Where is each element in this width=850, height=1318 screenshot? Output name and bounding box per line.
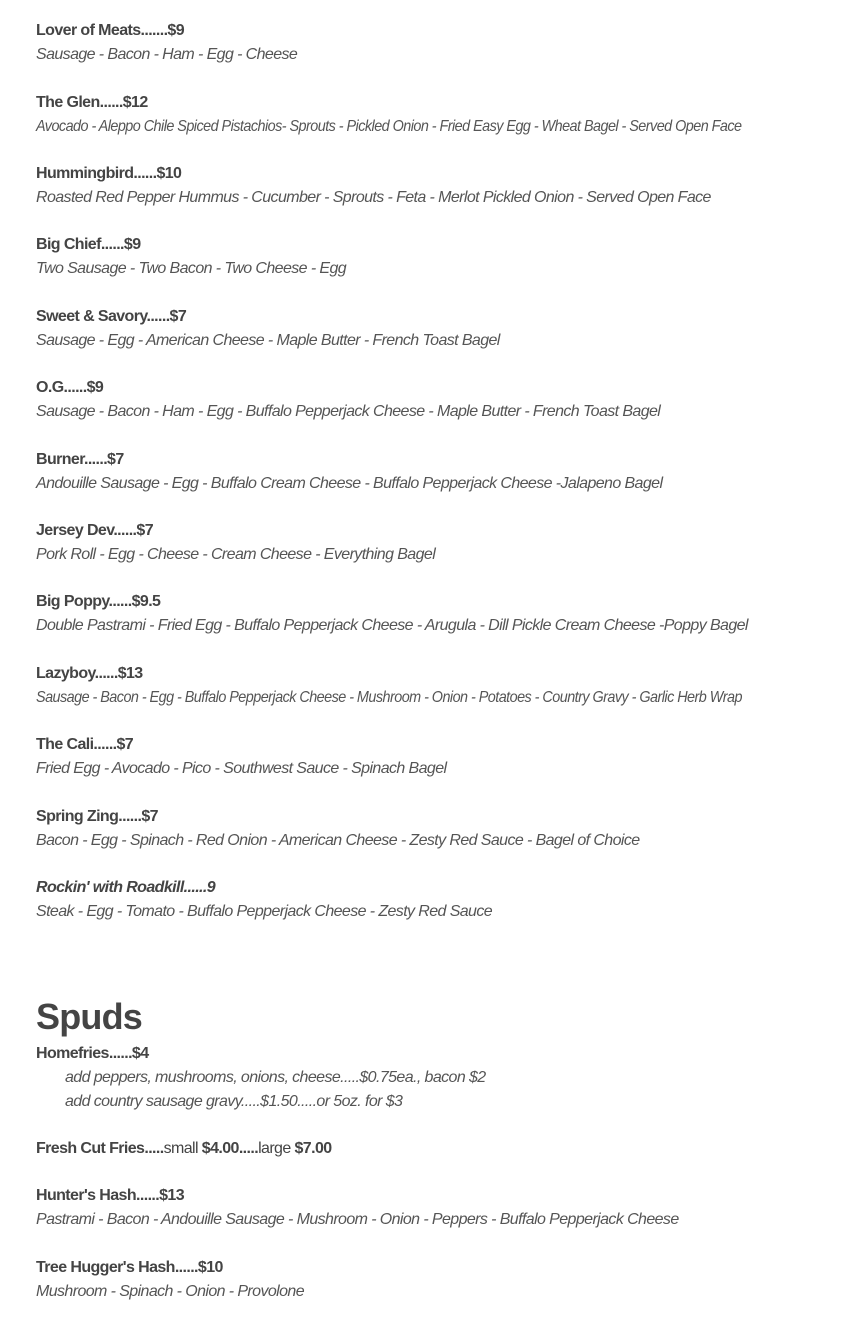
item-description: Bacon - Egg - Spinach - Red Onion - American Cheese - Zesty Red Sauce - Bagel of Choice <box>36 832 640 849</box>
item-title: The Cali......$7 <box>36 736 134 753</box>
fries-small-label: small <box>163 1140 202 1157</box>
menu-item-spring-zing <box>36 806 836 852</box>
menu-item-hunters-hash <box>36 1185 836 1231</box>
section-heading-spuds: Spuds <box>36 996 143 1037</box>
item-description: Steak - Egg - Tomato - Buffalo Pepperjack Cheese - Zesty Red Sauce <box>36 903 493 920</box>
menu-item-rockin-with-roadkill <box>36 877 836 923</box>
menu-item-burner <box>36 449 836 495</box>
fries-large-label: large <box>258 1140 295 1157</box>
fries-name: Fresh Cut Fries..... <box>36 1140 164 1157</box>
item-title: Homefries......$4 <box>36 1045 149 1062</box>
item-title: Big Chief......$9 <box>36 236 141 253</box>
item-description: Sausage - Egg - American Cheese - Maple Butter - French Toast Bagel <box>36 332 500 349</box>
item-description: Roasted Red Pepper Hummus - Cucumber - Sprouts - Feta - Merlot Pickled Onion - Served Open Face <box>36 189 711 206</box>
menu-item-fresh-cut-fries <box>36 1138 836 1160</box>
item-description: Andouille Sausage - Egg - Buffalo Cream Cheese - Buffalo Pepperjack Cheese -Jalapeno Bagel <box>36 475 663 492</box>
item-title: Burner......$7 <box>36 451 124 468</box>
item-title: Jersey Dev......$7 <box>36 522 153 539</box>
menu-item-the-cali <box>36 734 836 780</box>
fries-small-price: $4.00..... <box>201 1140 259 1157</box>
item-title: Lover of Meats.......$9 <box>36 22 185 39</box>
item-description: Sausage - Bacon - Egg - Buffalo Pepperjack Cheese - Mushroom - Onion - Potatoes - Country Gravy - Garlic Herb Wrap <box>36 689 742 706</box>
item-title: Hunter's Hash......$13 <box>36 1187 184 1204</box>
item-description: Two Sausage - Two Bacon - Two Cheese - Egg <box>36 260 347 277</box>
addon-line: add country sausage gravy.....$1.50.....or 5oz. for $3 <box>65 1093 403 1110</box>
item-description: Sausage - Bacon - Ham - Egg - Cheese <box>36 46 298 63</box>
item-title: O.G......$9 <box>36 379 104 396</box>
fries-price-line <box>36 1138 836 1160</box>
item-title: The Glen......$12 <box>36 94 148 111</box>
menu-item-lazyboy <box>36 663 836 709</box>
menu-item-big-poppy <box>36 591 836 637</box>
item-title: Tree Hugger's Hash......$10 <box>36 1259 223 1276</box>
item-description: Double Pastrami - Fried Egg - Buffalo Pepperjack Cheese - Arugula - Dill Pickle Cream Cheese -Poppy Bagel <box>36 617 748 634</box>
menu-item-tree-huggers-hash <box>36 1257 836 1303</box>
fries-large-price: $7.00 <box>294 1140 332 1157</box>
item-description: Pork Roll - Egg - Cheese - Cream Cheese - Everything Bagel <box>36 546 436 563</box>
menu-item-og <box>36 377 836 423</box>
item-title: Hummingbird......$10 <box>36 165 182 182</box>
item-title: Lazyboy......$13 <box>36 665 143 682</box>
item-description: Pastrami - Bacon - Andouille Sausage - Mushroom - Onion - Peppers - Buffalo Pepperjack Cheese <box>36 1211 679 1228</box>
menu-item-homefries <box>36 1043 836 1113</box>
item-title: Big Poppy......$9.5 <box>36 593 161 610</box>
menu-item-big-chief <box>36 234 836 280</box>
item-description: Mushroom - Spinach - Onion - Provolone <box>36 1283 304 1300</box>
menu-item-hummingbird <box>36 163 836 209</box>
item-description: Avocado - Aleppo Chile Spiced Pistachios- Sprouts - Pickled Onion - Fried Easy Egg - Wheat Bagel - Served Open Face <box>36 118 742 135</box>
item-description: Sausage - Bacon - Ham - Egg - Buffalo Pepperjack Cheese - Maple Butter - French Toast Bagel <box>36 403 661 420</box>
menu-item-lover-of-meats <box>36 20 836 66</box>
item-title: Rockin' with Roadkill......9 <box>36 879 216 896</box>
item-title: Sweet & Savory......$7 <box>36 308 187 325</box>
menu-item-jersey-dev <box>36 520 836 566</box>
menu-item-sweet-and-savory <box>36 306 836 352</box>
addon-line: add peppers, mushrooms, onions, cheese.....$0.75ea., bacon $2 <box>65 1069 486 1086</box>
item-title: Spring Zing......$7 <box>36 808 158 825</box>
item-description: Fried Egg - Avocado - Pico - Southwest Sauce - Spinach Bagel <box>36 760 447 777</box>
menu-item-the-glen <box>36 92 836 138</box>
